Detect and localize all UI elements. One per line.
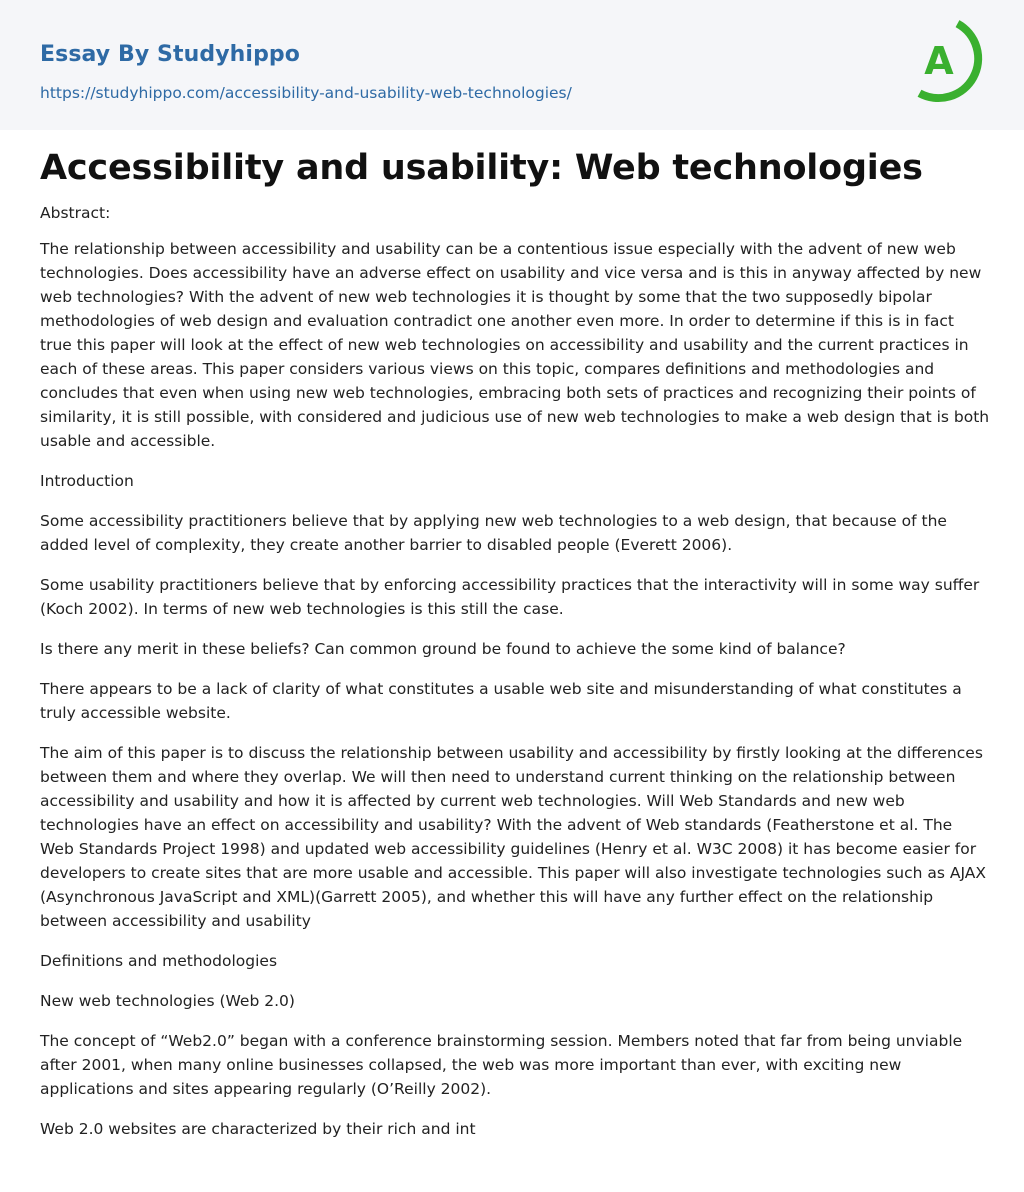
studyhippo-logo-icon[interactable] bbox=[904, 17, 990, 107]
site-brand[interactable]: Essay By Studyhippo bbox=[40, 42, 300, 67]
article-title: Accessibility and usability: Web technologies bbox=[40, 148, 923, 188]
site-header bbox=[0, 0, 1024, 130]
paragraph: Some accessibility practitioners believe that by applying new web technologies to a web design, that because of the added level of complexity, they create another barrier to disabled people (Everett 2006). bbox=[40, 512, 947, 554]
section-heading-introduction: Introduction bbox=[40, 472, 134, 490]
essay-url-link[interactable]: https://studyhippo.com/accessibility-and-usability-web-technologies/ bbox=[40, 84, 572, 102]
paragraph: The relationship between accessibility and usability can be a contentious issue especially with the advent of new web technologies. Does accessibility have an adverse effect on usability and vice versa and is this in anyway affected by new web technologies? With the advent of new web technologies it is thought by some that the two supposedly bipolar methodologies of web design and evaluation contradict one another even more. In order to determine if this is in fact true this paper will look at the effect of new web technologies on accessibility and usability and the current practices in each of these areas. This paper considers various views on this topic, compares definitions and methodologies and concludes that even when using new web technologies, embracing both sets of practices and recognizing their points of similarity, it is still possible, with considered and judicious use of new web technologies to make a web design that is both usable and accessible. bbox=[40, 240, 990, 450]
paragraph: The aim of this paper is to discuss the relationship between usability and accessibility by firstly looking at the differences between them and where they overlap. We will then need to understand current thinking on the relationship between accessibility and usability and how it is affected by current web technologies. Will Web Standards and new web technologies have an effect on accessibility and usability? With the advent of Web standards (Featherstone et al. The Web Standards Project 1998) and updated web accessibility guidelines (Henry et al. W3C 2008) it has become easier for developers to create sites that are more usable and accessible. This paper will also investigate technologies such as AJAX (Asynchronous JavaScript and XML)(Garrett 2005), and whether this will have any further effect on the relationship between accessibility and usability bbox=[40, 744, 987, 930]
section-heading-web-2: New web technologies (Web 2.0) bbox=[40, 992, 295, 1010]
paragraph: Some usability practitioners believe that by enforcing accessibility practices that the interactivity will in some way suffer (Koch 2002). In terms of new web technologies is this still the case. bbox=[40, 576, 980, 618]
paragraph-truncated: Web 2.0 websites are characterized by their rich and int bbox=[40, 1120, 476, 1138]
paragraph: There appears to be a lack of clarity of what constitutes a usable web site and misunderstanding of what constitutes a truly accessible website. bbox=[40, 680, 962, 722]
logo-letter: A bbox=[924, 39, 954, 83]
article-body bbox=[40, 143, 990, 1157]
paragraph: The concept of “Web2.0” began with a conference brainstorming session. Members noted that far from being unviable after 2001, when many online businesses collapsed, the web was more important than ever, with exciting new applications and sites appearing regularly (O’Reilly 2002). bbox=[40, 1032, 963, 1098]
section-heading-definitions: Definitions and methodologies bbox=[40, 952, 278, 970]
paragraph: Is there any merit in these beliefs? Can common ground be found to achieve the some kind of balance? bbox=[40, 640, 846, 658]
section-heading-abstract: Abstract: bbox=[40, 204, 111, 222]
